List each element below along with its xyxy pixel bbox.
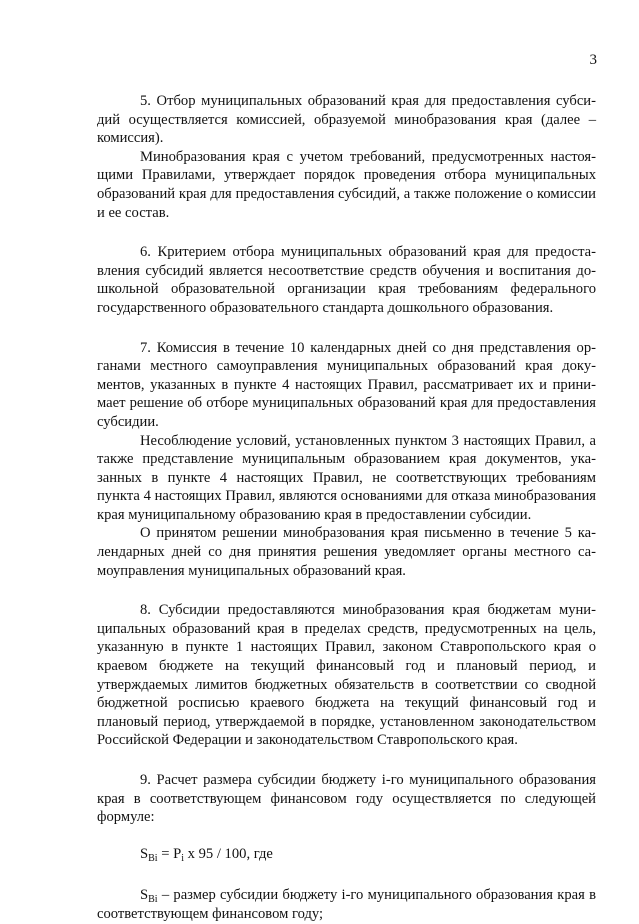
paragraph-7: 7. Комиссия в течение 10 календарных дней со дня представления органами местного самоуправления муниципальных образований края документов, указанных в пункте 4 настоящих Правил, рассматривает их и принимает решение об отборе муниципальных образований края для предоставления субсидии. — [97, 339, 596, 430]
paragraph-7-cont-2: О принятом решении минобразования края письменно в течение 5 календарных дней со дня принятия решения уведомляет органы местного самоуправления муниципальных образований края. — [97, 525, 596, 579]
page-number: 3 — [589, 52, 597, 68]
paragraph-5-cont: Минобразования края с учетом требований, предусмотренных настоящими Правилами, утверждает порядок проведения отбора муниципальных образований края для предоставления субсидий, а также положение о комиссии и ее состав. — [97, 148, 596, 221]
paragraph-9: 9. Расчет размера субсидии бюджету i-го муниципального образования края в соответствующем финансовом году осуществляется по следующей формуле: — [97, 772, 596, 826]
paragraph-8: 8. Субсидии предоставляются минобразования края бюджетам муниципальных образований края в пределах средств, предусмотренных на цель, указанную в пункте 1 настоящих Правил, законом Ставропольского края о краевом бюджете на текущий финансовый год и плановый период, и утверждаемых лимитов бюджетных обязательств в соответствии со сводной бюджетной росписью краевого бюджета на текущий финансовый год и плановый период, утверждаемой в порядке, установленном законодательством Российской Федерации и законодательством Ставропольского края. — [97, 602, 596, 749]
definition-text: – размер субсидии бюджету i-го муниципального образования края в соответствующем финансовом году; — [97, 887, 596, 922]
definition-s-subscript: Bi — [148, 894, 158, 906]
definition-sbi — [97, 886, 596, 923]
formula-s-subscript: Bi — [148, 852, 158, 864]
paragraph-6: 6. Критерием отбора муниципальных образований края для предоставления субсидий является несоответствие средств обучения и воспитания дошкольной образовательной организации края требованиям федерального государственного образовательного стандарта дошкольного образования. — [97, 244, 596, 316]
formula-eq: = P — [157, 845, 182, 862]
formula — [97, 845, 596, 864]
paragraph-7-cont-1: Несоблюдение условий, установленных пунктом 3 настоящих Правил, а также представление муниципальным образованием края документов, указанных в пункте 4 настоящих Правил, не соответствующих требованиям пункта 4 настоящих Правил, являются основаниями для отказа минобразования края муниципальному образованию края в предоставлении субсидии. — [97, 432, 596, 523]
formula-rest: x 95 / 100, где — [184, 845, 273, 862]
document-body — [97, 92, 596, 924]
formula-s: S — [140, 845, 149, 862]
formula-p-subscript: i — [181, 852, 185, 864]
definition-s: S — [140, 887, 149, 904]
paragraph-5: 5. Отбор муниципальных образований края для предоставления субсидий осуществляется комиссией, образуемой минобразования края (далее – комиссия). — [97, 93, 596, 147]
